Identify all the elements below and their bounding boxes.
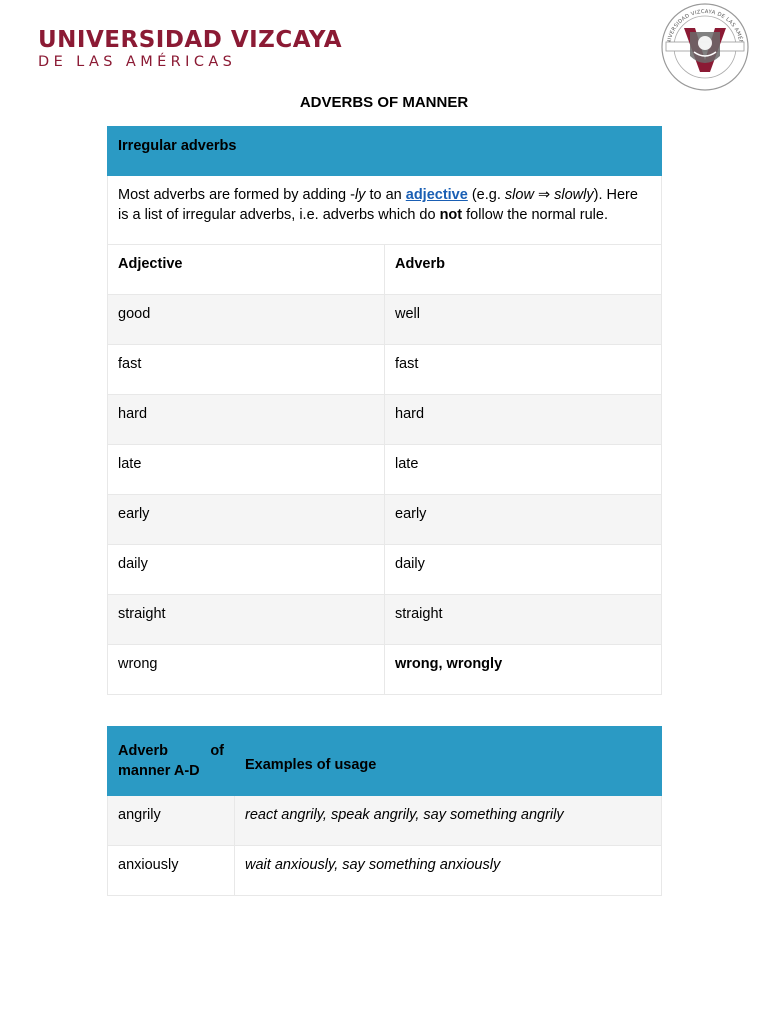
adverb-cell: anxiously (108, 846, 235, 896)
brand-name: UNIVERSIDAD VIZCAYA (38, 27, 343, 53)
intro-text-part: follow the normal rule. (462, 207, 608, 223)
table-row (108, 595, 662, 645)
university-logo (38, 28, 342, 71)
brand-subtitle: DE LAS AMÉRICAS (38, 54, 237, 70)
intro-not-emphasis: not (439, 207, 463, 223)
table-row (108, 295, 662, 345)
intro-ly-suffix: ly (354, 187, 366, 203)
adjective-cell: fast (108, 345, 385, 395)
column-header-examples: Examples of usage (235, 727, 662, 796)
university-seal-icon (658, 2, 752, 92)
column-header-row (108, 245, 662, 295)
table-row (108, 445, 662, 495)
arrow-icon: ⇒ (533, 187, 555, 203)
column-header-adverb (108, 727, 235, 796)
adverb-cell: wrong, wrongly (385, 645, 662, 695)
adverb-cell: early (385, 495, 662, 545)
table-header-row (108, 727, 662, 796)
adverb-cell: daily (385, 545, 662, 595)
table-row (108, 645, 662, 695)
table-row (108, 545, 662, 595)
adjective-cell: late (108, 445, 385, 495)
intro-text-part: Most adverbs are formed by adding - (118, 187, 355, 203)
example-slowly: slowly (554, 187, 594, 203)
table-row (108, 796, 662, 846)
intro-row (108, 176, 662, 245)
table-heading: Irregular adverbs (108, 127, 662, 176)
examples-cell: wait anxiously, say something anxiously (235, 846, 662, 896)
column-header-adverb: Adverb (385, 245, 662, 295)
adverbs-of-manner-table (107, 726, 662, 896)
table-header-row (108, 127, 662, 176)
adjective-cell: hard (108, 395, 385, 445)
examples-cell: react angrily, speak angrily, say something angrily (235, 796, 662, 846)
adjective-cell: straight (108, 595, 385, 645)
table-row (108, 846, 662, 896)
page-title: ADVERBS OF MANNER (299, 94, 469, 111)
column-header-adjective: Adjective (108, 245, 385, 295)
adjective-cell: early (108, 495, 385, 545)
table-row (108, 395, 662, 445)
intro-text (108, 176, 662, 245)
adjective-cell: good (108, 295, 385, 345)
adverb-cell: fast (385, 345, 662, 395)
page-header (0, 0, 768, 100)
adjective-cell: daily (108, 545, 385, 595)
intro-text-part: ). Here is a list of irregular adverbs, i.e. adverbs which do (118, 187, 638, 223)
adverb-cell: well (385, 295, 662, 345)
table-row (108, 345, 662, 395)
table-row (108, 495, 662, 545)
irregular-adverbs-table (107, 126, 662, 695)
intro-text-part: to an (365, 187, 406, 203)
column-header-line: manner A-D (118, 763, 200, 779)
adjective-cell: wrong (108, 645, 385, 695)
adverb-cell: hard (385, 395, 662, 445)
column-header-line: Adverb of (118, 743, 224, 759)
seal-text: IVERSIDAD VIZCAYA DE LAS AMÉ (667, 8, 744, 41)
adjective-link[interactable]: adjective (405, 187, 468, 203)
adverb-cell: angrily (108, 796, 235, 846)
example-slow: slow (504, 187, 534, 203)
adverb-cell: late (385, 445, 662, 495)
adverb-cell: straight (385, 595, 662, 645)
intro-text-part: (e.g. (467, 187, 505, 203)
